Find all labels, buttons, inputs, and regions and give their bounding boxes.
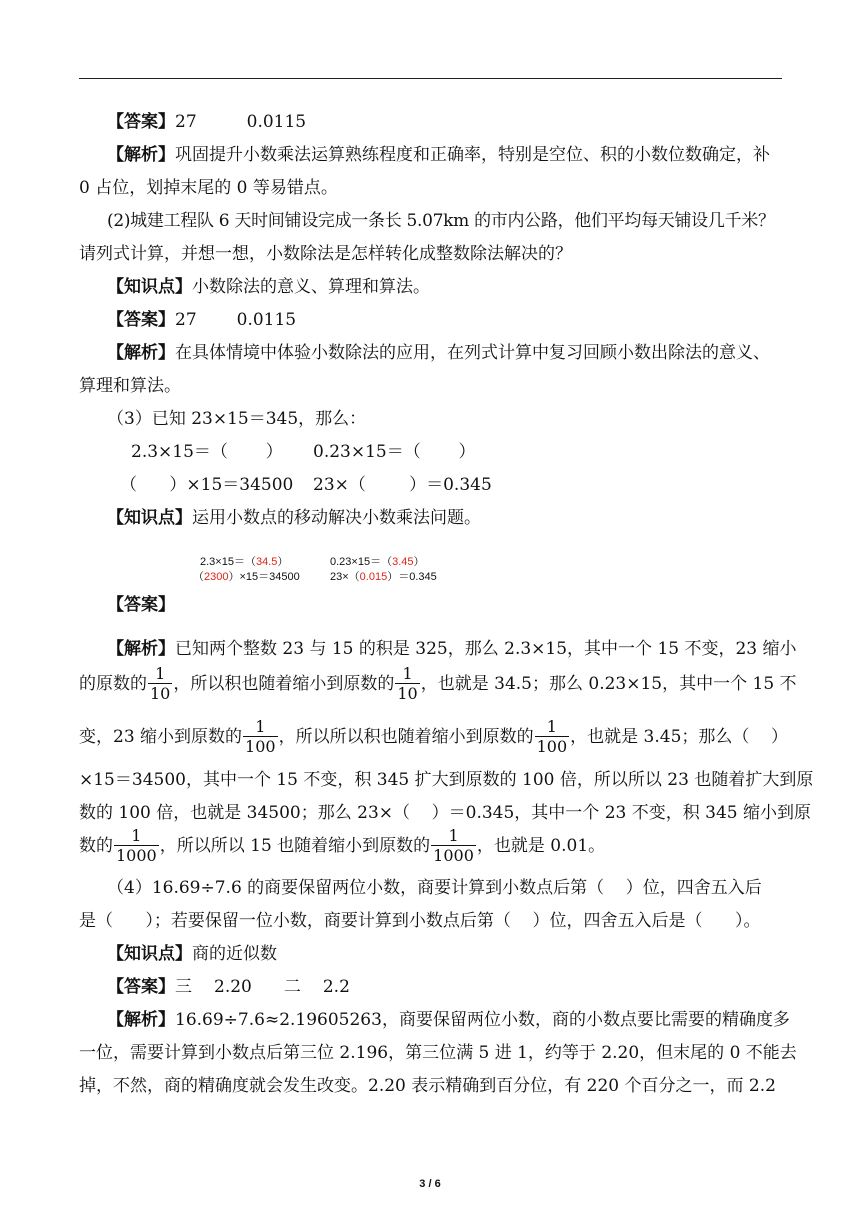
answer-image-row-1b: 0.23×15＝（3.45） — [330, 556, 425, 568]
question-3-c: （ ）×15＝34500 — [120, 475, 294, 495]
fraction-one-hundredth: $\frac{1}{100}$ — [536, 717, 568, 756]
answer-line-4: 【答案】三 2.20 二 2.2 — [107, 977, 350, 997]
answer-image-row-2b: 23×（0.015）＝0.345 — [330, 571, 437, 583]
analysis-line-4c: 掉，不然，商的精确度就会发生改变。2.20 表示精确到百分位，有 220 个百分之一，而 2.2 — [79, 1076, 776, 1096]
analysis-line-4: 【解析】16.69÷7.6≈2.19605263，商要保留两位小数，商的小数点要比需要的精确度多 — [107, 1010, 790, 1030]
analysis-line-3: 【解析】已知两个整数 23 与 15 的积是 325，那么 2.3×15，其中一个 15 不变，23 缩小 — [107, 639, 797, 659]
question-4-line-1: （4）16.69÷7.6 的商要保留两位小数，商要计算到小数点后第（ ）位，四舍五入后 — [107, 878, 762, 898]
question-2-line-1: (2)城建工程队 6 天时间铺设完成一条长 5.07km 的市内公路，他们平均每天铺设几千米？ — [107, 211, 775, 231]
analysis-line-3f: 数的 $\frac{1}{1000}$ ，所以所以 15 也随着缩小到原数的 $\frac{1}{1000}$ ，也就是 0.01。 — [79, 826, 606, 865]
answer-image-row-1a: 2.3×15＝（34.5） — [200, 556, 289, 568]
analysis-line-3b: 的原数的 $\frac{1}{10}$ ，所以积也随着缩小到原数的 $\frac{1}{10}$ ，也就是 34.5；那么 0.23×15，其中一个 15 不 — [79, 664, 797, 703]
fraction-one-tenth: $\frac{1}{10}$ — [150, 664, 171, 703]
fraction-one-tenth: $\frac{1}{10}$ — [397, 664, 418, 703]
analysis-line-2b: 算理和算法。 — [79, 376, 181, 396]
analysis-line-3c: 变，23 缩小到原数的 $\frac{1}{100}$ ，所以所以积也随着缩小到原数的 $\frac{1}{100}$ ，也就是 3.45；那么（ ） — [79, 717, 789, 756]
fraction-one-hundredth: $\frac{1}{100}$ — [245, 717, 276, 756]
knowledge-line-2: 【知识点】小数除法的意义、算理和算法。 — [107, 277, 430, 297]
header-rule — [79, 78, 782, 79]
question-3-line: （3）已知 23×15＝345，那么： — [107, 409, 367, 429]
question-2-line-2: 请列式计算，并想一想，小数除法是怎样转化成整数除法解决的？ — [79, 244, 572, 264]
analysis-line-4b: 一位，需要计算到小数点后第三位 2.196，第三位满 5 进 1，约等于 2.20，但末尾的 0 不能去 — [79, 1043, 797, 1063]
answer-line-1: 【答案】27 0.0115 — [107, 112, 307, 132]
analysis-line-2: 【解析】在具体情境中体验小数除法的应用，在列式计算中复习回顾小数出除法的意义、 — [107, 343, 770, 363]
knowledge-line-4: 【知识点】商的近似数 — [107, 944, 277, 964]
analysis-line-3e: 数的 100 倍，也就是 34500；那么 23×（ ）＝0.345，其中一个 23 不变，积 345 缩小到原 — [79, 803, 811, 823]
analysis-line-1: 【解析】巩固提升小数乘法运算熟练程度和正确率，特别是空位、积的小数位数确定，补 — [107, 145, 770, 165]
fraction-one-thousandth: $\frac{1}{1000}$ — [433, 826, 474, 865]
fraction-one-thousandth: $\frac{1}{1000}$ — [116, 826, 157, 865]
analysis-line-1b: 0 占位，划掉末尾的 0 等易错点。 — [79, 178, 338, 198]
knowledge-line-3: 【知识点】运用小数点的移动解决小数乘法问题。 — [107, 508, 481, 528]
question-4-line-2: 是（ ）；若要保留一位小数，商要计算到小数点后第（ ）位，四舍五入后是（ ）。 — [79, 911, 761, 931]
answer-image-row-2a: （2300）×15＝34500 — [193, 571, 300, 583]
answer-line-2: 【答案】27 0.0115 — [107, 310, 297, 330]
answer-line-3-label: 【答案】 — [107, 595, 175, 615]
question-3-b: 0.23×15＝（ ） — [313, 442, 476, 462]
analysis-line-3d: ×15＝34500，其中一个 15 不变，积 345 扩大到原数的 100 倍，所以所以 23 也随着扩大到原 — [79, 770, 814, 790]
page-number: 3 / 6 — [419, 1178, 441, 1190]
question-3-a: 2.3×15＝（ ） — [131, 442, 283, 462]
question-3-d: 23×（ ）＝0.345 — [313, 475, 492, 495]
